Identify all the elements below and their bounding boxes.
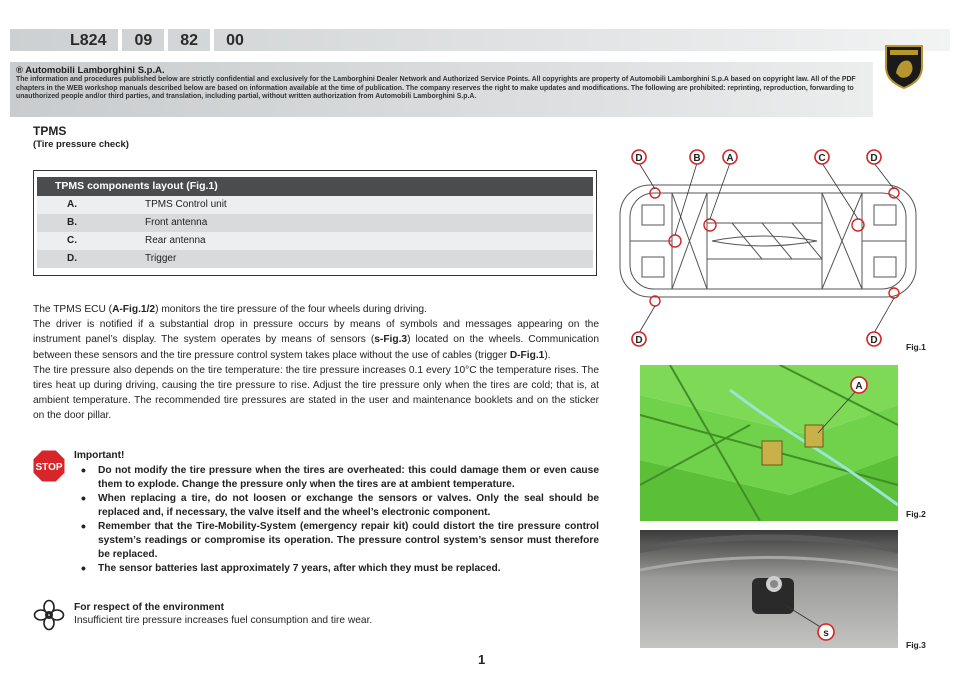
callout-c bbox=[815, 150, 829, 164]
important-list bbox=[74, 464, 599, 576]
row-key: D. bbox=[67, 253, 77, 264]
table-row bbox=[37, 196, 593, 214]
fig1-label: Fig.1 bbox=[906, 342, 926, 352]
legal-text: The information and procedures published below are strictly confidential and exclusively for the Lamborghini Dealer Network and Authorized Service Points. All copyrights are property of Automobili Lamborghini S.p.A based on copyright law. All of the PDF chapters in the WEB workshop manuals described below are based on information available at the time of publication. The company reserves the right to make updates and modifications. The following are prohibited: reprinting, reproduction, forwarding to unauthorized people and/or third parties, and translation, including partial, without written authorization from Automobili Lamborghini S.p.A. bbox=[16, 76, 856, 100]
svg-text:D: D bbox=[870, 335, 878, 346]
row-key: C. bbox=[67, 235, 77, 246]
code-section: 00 bbox=[226, 32, 244, 49]
svg-text:A: A bbox=[726, 153, 734, 164]
callout-b bbox=[690, 150, 704, 164]
lamborghini-logo bbox=[882, 43, 926, 89]
table-row bbox=[37, 250, 593, 268]
row-value: TPMS Control unit bbox=[145, 199, 227, 210]
document-code bbox=[58, 29, 256, 51]
table-row bbox=[37, 232, 593, 250]
svg-text:B: B bbox=[693, 153, 701, 164]
callout-d-bottom-right bbox=[867, 332, 881, 346]
list-item: • The sensor batteries last approximately 7 years, after which they must be replaced. bbox=[98, 562, 599, 576]
environment-title: For respect of the environment bbox=[74, 602, 225, 613]
body-p2a: The driver is notified if a substantial drop in pressure occurs by means of symbols and messages appearing on the instrument panel’s display. The system operates by means of sensors ( bbox=[33, 319, 599, 346]
control-unit-figure bbox=[640, 365, 898, 521]
callout-a-fig2 bbox=[851, 377, 867, 393]
row-value: Rear antenna bbox=[145, 235, 206, 246]
table-row bbox=[37, 214, 593, 232]
stop-icon-text: STOP bbox=[35, 462, 63, 473]
row-key: B. bbox=[67, 217, 77, 228]
list-item: • When replacing a tire, do not loosen or exchange the sensors or valves. Only the seal should be replaced and, if necessary, the valve itself and the wheel’s electronic component. bbox=[98, 492, 599, 520]
callout-a bbox=[723, 150, 737, 164]
row-key: A. bbox=[67, 199, 77, 210]
code-model: L824 bbox=[58, 29, 122, 51]
environment-text: Insufficient tire pressure increases fuel consumption and tire wear. bbox=[74, 615, 373, 626]
wheel-sensor-figure bbox=[640, 530, 898, 648]
svg-text:C: C bbox=[818, 153, 826, 164]
legal-notice bbox=[10, 62, 873, 117]
body-p1b: ) monitors the tire pressure of the four wheels during driving. bbox=[155, 304, 427, 315]
body-p2b: ) located on the wheels. Communication between these sensors and the tire pressure control system takes place without the use of cables (trigger bbox=[33, 334, 599, 361]
chassis-layout-figure bbox=[612, 143, 930, 348]
callout-d-bottom-left bbox=[632, 332, 646, 346]
callout-d-top-left bbox=[632, 150, 646, 164]
svg-text:A: A bbox=[855, 381, 863, 392]
callout-d-top-right bbox=[867, 150, 881, 164]
page-number: 1 bbox=[478, 652, 486, 667]
svg-text:D: D bbox=[870, 153, 878, 164]
body-ref-d-fig: D-Fig.1 bbox=[509, 349, 545, 361]
section-subtitle: (Tire pressure check) bbox=[33, 139, 129, 150]
flower-icon bbox=[33, 599, 65, 631]
svg-text:D: D bbox=[635, 153, 643, 164]
body-p3: The tire pressure also depends on the tire temperature: the tire pressure increases 0.1 every 10°C the temperature rises. The tires heat up during driving, causing the tire pressure to rise. Adjust the tire pressure only when the tires are cold; that is, at ambient temperature. The recommended tire pressures are stated in the user and maintenance booklets and on the sticker on the door pillar. bbox=[33, 364, 599, 422]
stop-icon bbox=[32, 449, 66, 483]
important-notes bbox=[74, 449, 599, 576]
fig3-label: Fig.3 bbox=[906, 640, 926, 650]
environment-note bbox=[74, 601, 594, 627]
code-group: 09 bbox=[122, 29, 168, 51]
row-value: Trigger bbox=[145, 253, 177, 264]
components-table bbox=[33, 170, 597, 276]
components-table-header: TPMS components layout (Fig.1) bbox=[37, 177, 593, 196]
row-value: Front antenna bbox=[145, 217, 208, 228]
body-ref-s-fig: s-Fig.3 bbox=[374, 334, 408, 346]
list-item: • Remember that the Tire-Mobility-System (emergency repair kit) could distort the tire pressure control system’s readings or compromise its operation. The pressure control system’s sensor must therefore be replaced. bbox=[98, 520, 599, 562]
fig2-label: Fig.2 bbox=[906, 509, 926, 519]
code-subgroup: 82 bbox=[168, 29, 214, 51]
tire-pressure-sensor bbox=[752, 576, 794, 614]
legal-title: ® Automobili Lamborghini S.p.A. bbox=[16, 65, 165, 76]
callout-s bbox=[818, 624, 834, 640]
list-item: • Do not modify the tire pressure when the tires are overheated: this could damage them or even cause them to explode. Change the pressure only when the tires are at ambient temperature. bbox=[98, 464, 599, 492]
body-text bbox=[33, 302, 599, 424]
body-p2c: ). bbox=[544, 349, 551, 361]
body-ref-a-fig: A-Fig.1/2 bbox=[112, 304, 156, 315]
body-p1a: The TPMS ECU ( bbox=[33, 304, 113, 315]
important-title: Important! bbox=[74, 450, 125, 461]
svg-text:D: D bbox=[635, 335, 643, 346]
svg-text:s: s bbox=[823, 628, 829, 639]
section-title: TPMS bbox=[33, 124, 67, 138]
